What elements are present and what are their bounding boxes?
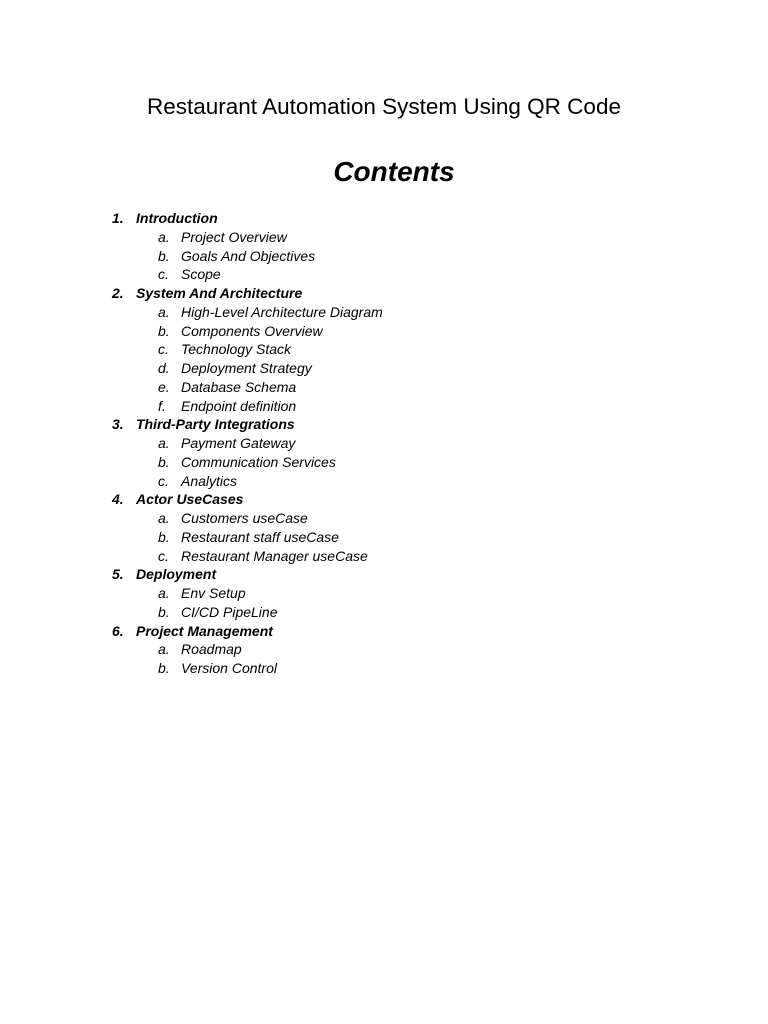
toc-subsection-title: Project Overview xyxy=(181,228,287,245)
toc-subsection-letter: a. xyxy=(158,303,170,320)
toc-section xyxy=(0,490,768,509)
toc-subsection-title: Database Schema xyxy=(181,378,297,395)
toc-subsection xyxy=(0,228,768,247)
toc-subsection xyxy=(0,509,768,528)
toc-subsection xyxy=(0,472,768,491)
toc-subsection-letter: b. xyxy=(158,528,170,545)
toc-subsection-title: Restaurant Manager useCase xyxy=(181,547,368,564)
toc-subsection-letter: a. xyxy=(158,585,170,601)
toc-section-title: Project Management xyxy=(136,622,273,639)
toc-section-title: Deployment xyxy=(136,566,217,583)
toc-subsection-letter: a. xyxy=(158,641,170,658)
toc-subsection-letter: c. xyxy=(158,547,169,564)
toc-section-number: 5. xyxy=(112,566,124,583)
toc-subsection-letter: b. xyxy=(158,247,170,264)
toc-subsection-title: Technology Stack xyxy=(181,341,291,358)
toc-subsection xyxy=(0,547,768,566)
toc-section xyxy=(0,415,768,434)
toc-subsection-title: Scope xyxy=(181,266,221,283)
toc-subsection xyxy=(0,603,768,622)
toc-subsection-title: Env Setup xyxy=(181,585,246,601)
toc-subsection-title: Goals And Objectives xyxy=(181,247,316,264)
toc-section xyxy=(0,565,768,584)
toc-subsection-letter: a. xyxy=(158,510,170,526)
toc-subsection-letter: e. xyxy=(158,378,170,395)
toc-section-number: 4. xyxy=(112,491,124,508)
toc-section-title: System And Architecture xyxy=(136,285,303,301)
toc-subsection-letter: c. xyxy=(158,472,169,489)
toc-subsection xyxy=(0,528,768,547)
toc-subsection xyxy=(0,303,768,322)
toc-subsection-letter: a. xyxy=(158,228,170,245)
toc-subsection xyxy=(0,397,768,416)
toc-section xyxy=(0,622,768,641)
toc-subsection-title: Endpoint definition xyxy=(181,397,297,414)
toc-subsection-title: Components Overview xyxy=(181,322,323,339)
toc-subsection xyxy=(0,640,768,659)
toc-section-title: Actor UseCases xyxy=(136,491,244,508)
toc-subsection-letter: b. xyxy=(158,660,170,676)
toc-subsection-letter: a. xyxy=(158,435,170,451)
toc-section-number: 3. xyxy=(112,416,124,433)
toc-subsection-title: CI/CD PipeLine xyxy=(181,603,278,620)
toc-subsection xyxy=(0,584,768,603)
toc-section-number: 2. xyxy=(112,285,124,301)
toc-subsection-title: Version Control xyxy=(181,660,277,676)
toc-section-number: 6. xyxy=(112,622,124,639)
toc-subsection-title: High-Level Architecture Diagram xyxy=(181,303,383,320)
toc-section-title: Introduction xyxy=(136,210,218,226)
toc-subsection xyxy=(0,659,768,678)
toc-subsection xyxy=(0,340,768,359)
toc-section-number: 1. xyxy=(112,210,124,226)
toc-subsection xyxy=(0,453,768,472)
toc-section-title: Third-Party Integrations xyxy=(136,416,295,433)
toc-subsection-letter: c. xyxy=(158,266,169,283)
toc-subsection-title: Customers useCase xyxy=(181,510,308,526)
toc-subsection xyxy=(0,378,768,397)
toc-subsection-title: Roadmap xyxy=(181,641,242,658)
toc-subsection-letter: b. xyxy=(158,453,170,470)
contents-heading: Contents xyxy=(333,156,455,187)
toc-subsection xyxy=(0,434,768,453)
document-title: Restaurant Automation System Using QR Code xyxy=(147,94,621,119)
toc-subsection-letter: f. xyxy=(158,397,166,414)
toc-subsection-title: Deployment Strategy xyxy=(181,360,312,376)
toc-subsection-letter: b. xyxy=(158,603,170,620)
toc-section xyxy=(0,209,768,228)
toc-subsection xyxy=(0,247,768,266)
table-of-contents xyxy=(0,209,768,678)
toc-subsection xyxy=(0,265,768,284)
toc-subsection-title: Communication Services xyxy=(181,453,336,470)
toc-subsection-letter: c. xyxy=(158,341,169,358)
toc-subsection-title: Analytics xyxy=(181,472,238,489)
toc-subsection xyxy=(0,359,768,378)
toc-subsection xyxy=(0,322,768,341)
toc-subsection-letter: d. xyxy=(158,360,170,376)
toc-subsection-title: Payment Gateway xyxy=(181,435,296,451)
toc-subsection-title: Restaurant staff useCase xyxy=(181,528,339,545)
toc-section xyxy=(0,284,768,303)
toc-subsection-letter: b. xyxy=(158,322,170,339)
